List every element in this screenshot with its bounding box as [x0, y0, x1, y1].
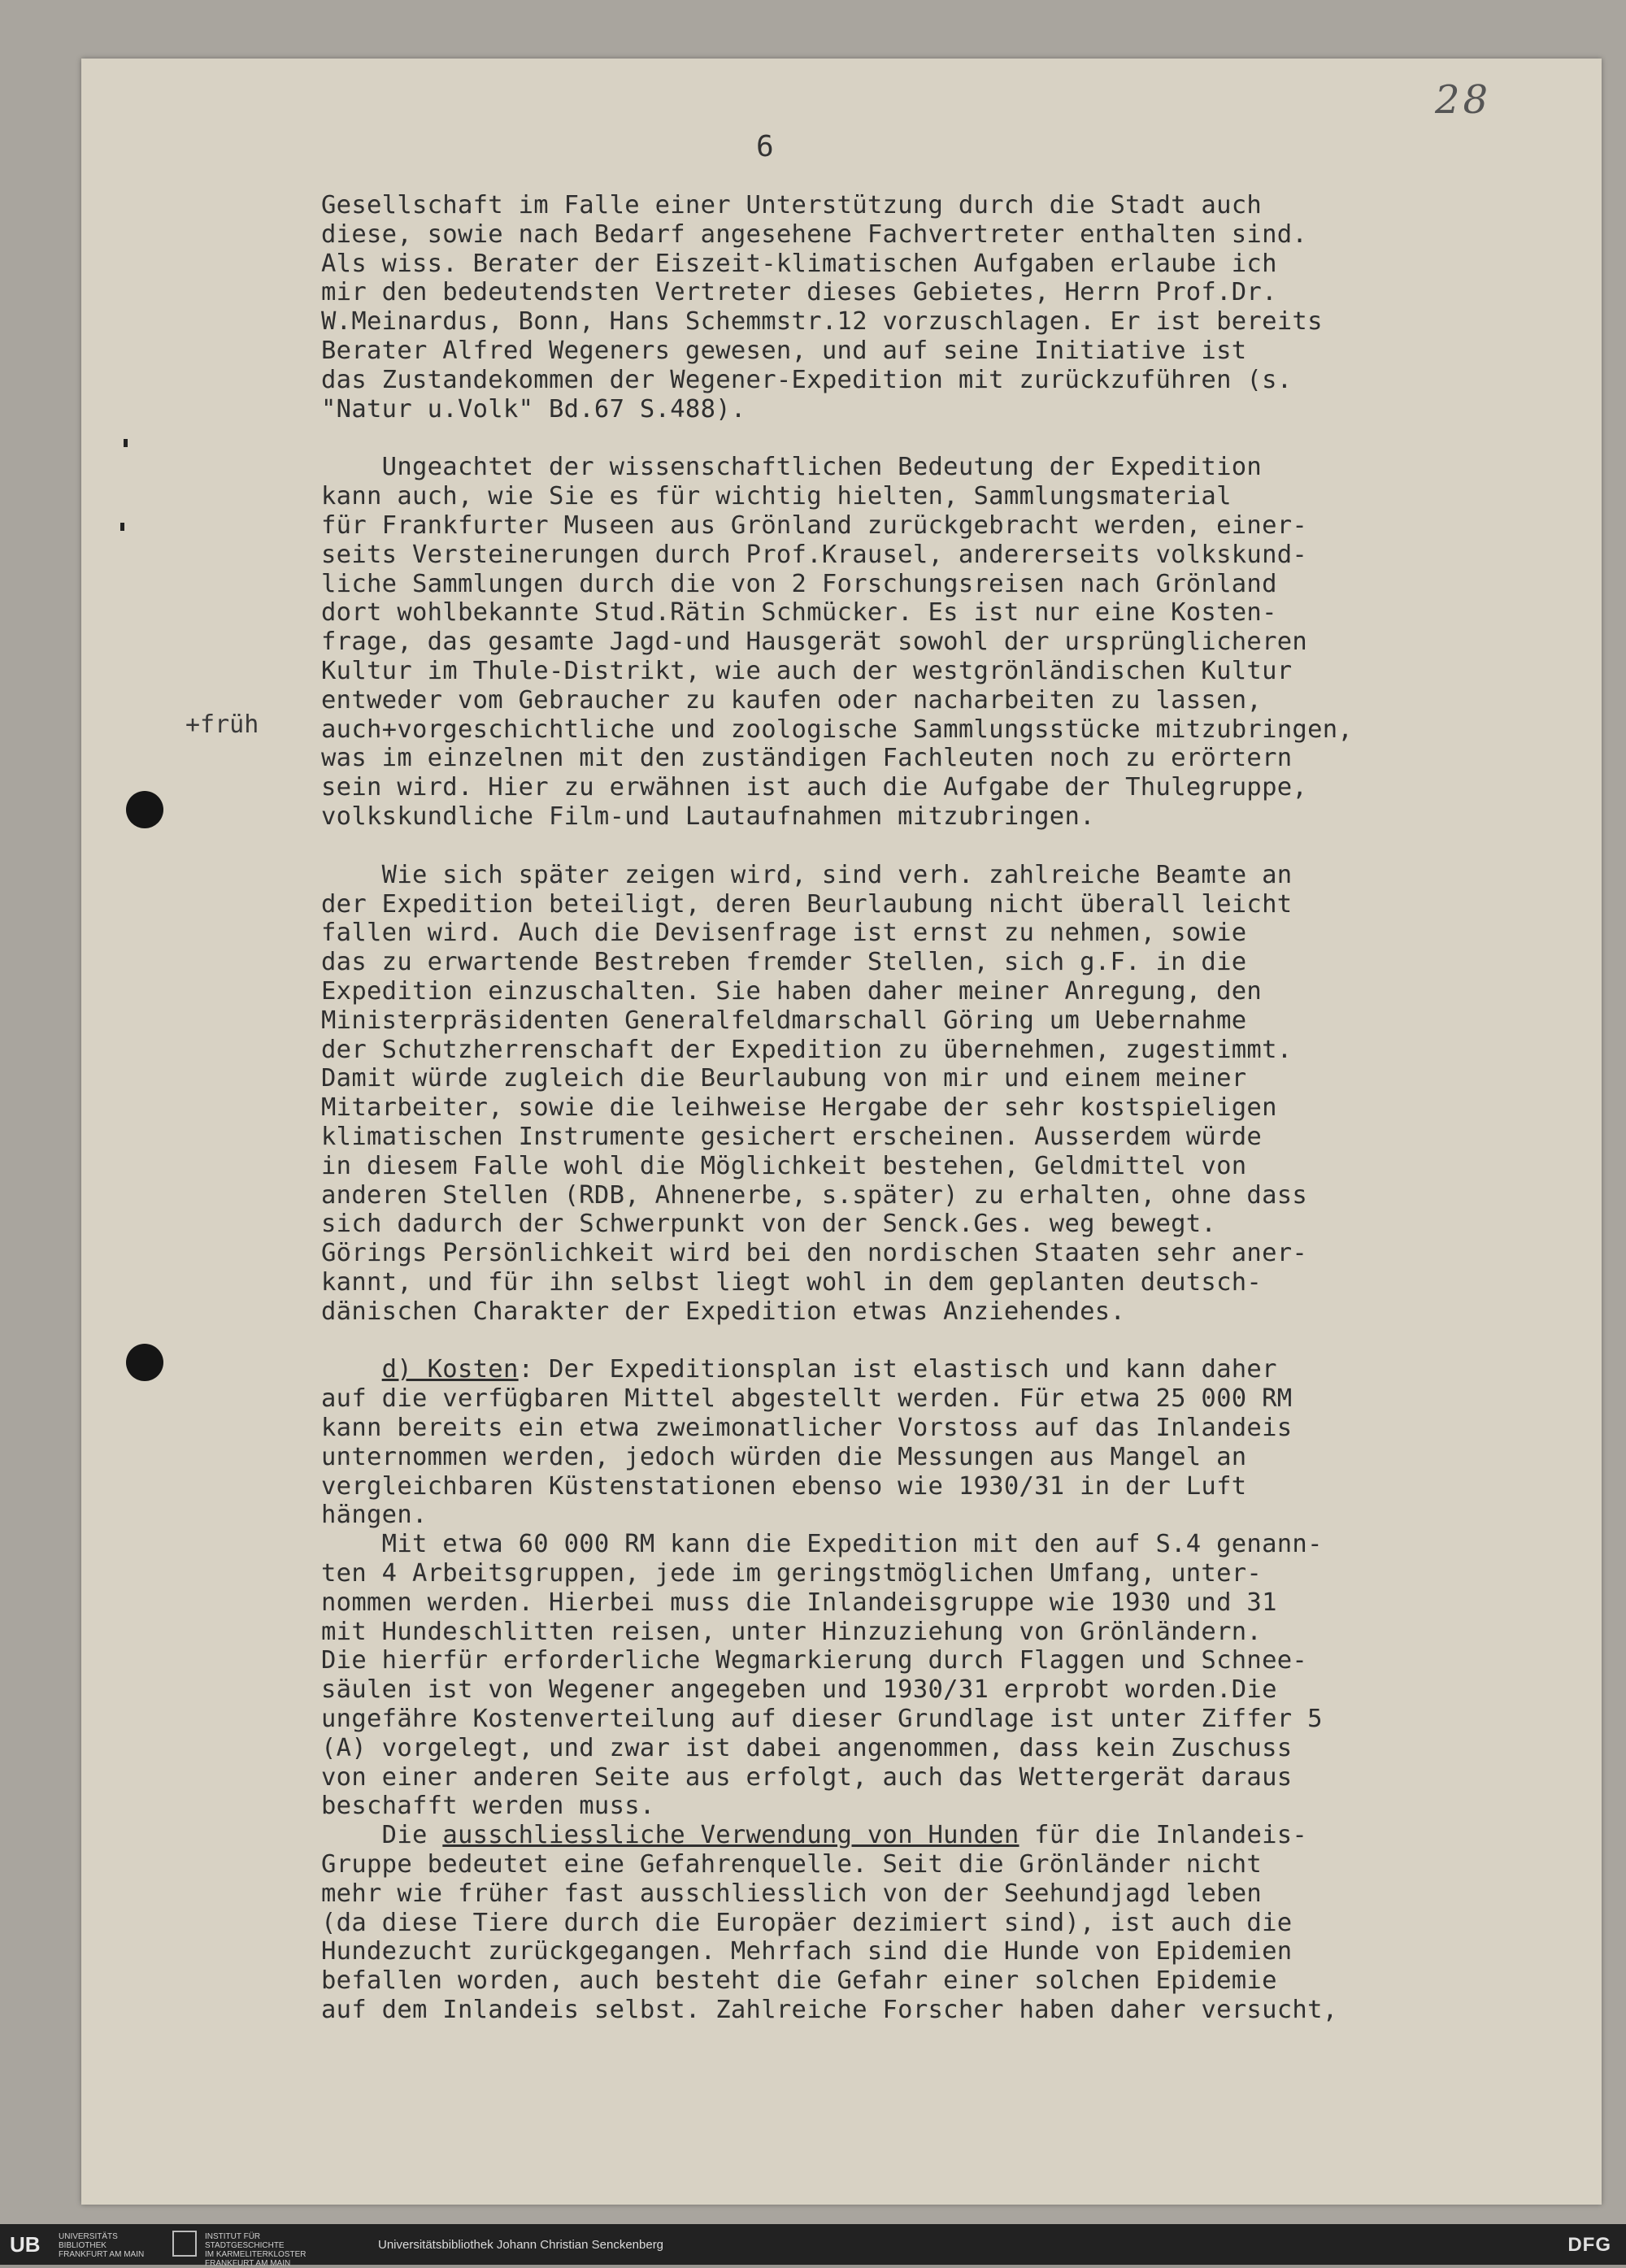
margin-mark	[124, 439, 128, 447]
costs-section	[321, 1355, 1541, 2024]
viewer-footer	[0, 2224, 1626, 2268]
paragraph: Ungeachtet der wissenschaftlichen Bedeutung der Expedition kann auch, wie Sie es für wichtig hielten, Sammlungsmaterial für Frankfurter Museen aus Grönland zurückgebracht werden, einer- seits Versteinerungen durch Prof.Krausel, andererseits volkskund- liche Sammlungen durch die von 2 Forschungsreisen nach Grönland dort wohlbekannte Stud.Rätin Schmücker. Es ist nur eine Kosten- frage, das gesamte Jagd-und Hausgerät sowohl der ursprünglicheren Kultur im Thule-Distrikt, wie auch der westgrönländischen Kultur entweder vom Gebraucher zu kaufen oder nacharbeiten zu lassen, auch+vorgeschichtliche und zoologische Sammlungsstücke mitzubringen, was im einzelnen mit den zuständigen Fachleuten noch zu erörtern sein wird. Hier zu erwähnen ist auch die Aufgabe der Thulegruppe, volkskundliche Film-und Lautaufnahmen mitzubringen.	[321, 453, 1354, 831]
costs-heading: d) Kosten	[381, 1355, 519, 1384]
dfg-logo: DFG	[1567, 2234, 1611, 2256]
library-name: Universitätsbibliothek Johann Christian Senckenberg	[378, 2238, 664, 2252]
punch-hole-top	[126, 791, 163, 828]
margin-mark	[120, 523, 124, 531]
paragraph: Gesellschaft im Falle einer Unterstützung durch die Stadt auch diese, sowie nach Bedarf angesehene Fachvertreter enthalten sind. Als wiss. Berater der Eiszeit-klimatischen Aufgaben erlaube ich mir den bedeutendsten Vertreter dieses Gebietes, Herrn Prof.Dr. W.Meinardus, Bonn, Hans Schemmstr.12 vorzuschlagen. Er ist bereits Berater Alfred Wegeners gewesen, und auf seine Initiative ist das Zustandekommen der Wegener-Expedition mit zurückzuführen (s. "Natur u.Volk" Bd.67 S.488).	[321, 191, 1323, 424]
folio-number: 28	[1435, 77, 1492, 123]
typewritten-body	[321, 191, 1541, 2025]
institute-logo-text: INSTITUT FÜR STADTGESCHICHTE IM KARMELITERKLOSTER FRANKFURT AM MAIN	[205, 2232, 307, 2268]
costs-text: : Der Expeditionsplan ist elastisch und kann daher auf die verfügbaren Mittel abgestellt werden. Für etwa 25 000 RM kann bereits ein etwa zweimonatlicher Vorstoss auf das Inlandeis unternommen werden, jedoch würden die Messungen aus Mangel an vergleichbaren Küstenstationen ebenso wie 1930/31 in der Luft hängen. Mit etwa 60 000 RM kann die Expedition mit den auf S.4 genann- ten 4 Arbeitsgruppen, jede im geringstmöglichen Umfang, unter- nommen werden. Hierbei muss die Inlandeisgruppe wie 1930 und 31 mit Hundeschlitten reisen, unter Hinzuziehung von Grönländern. Die hierfür erforderliche Wegmarkierung durch Flaggen und Schnee- säulen ist von Wegener angegeben und 1930/31 erprobt worden.Die ungefähre Kostenverteilung auf dieser Grundlage ist unter Ziffer 5 (A) vorgelegt, und zwar ist dabei angenommen, dass kein Zuschuss von einer anderen Seite aus erfolgt, auch das Wettergerät daraus beschafft werden muss. Die	[321, 1355, 1323, 1850]
institute-logo-icon	[172, 2231, 197, 2257]
underlined-phrase: ausschliessliche Verwendung von Hunden	[442, 1821, 1020, 1850]
ub-logo: UB	[10, 2232, 41, 2257]
punch-hole-bottom	[126, 1344, 163, 1381]
paragraph: Wie sich später zeigen wird, sind verh. zahlreiche Beamte an der Expedition beteiligt, deren Beurlaubung nicht überall leicht fallen wird. Auch die Devisenfrage ist ernst zu nehmen, sowie das zu erwartende Bestreben fremder Stellen, sich g.F. in die Expedition einzuschalten. Sie haben daher meiner Anregung, den Ministerpräsidenten Generalfeldmarschall Göring um Uebernahme der Schutzherrenschaft der Expedition zu übernehmen, zugestimmt. Damit würde zugleich die Beurlaubung von mir und einem meiner Mitarbeiter, sowie die leihweise Hergabe der sehr kostspieligen klimatischen Instrumente gesichert erscheinen. Ausserdem würde in diesem Falle wohl die Möglichkeit bestehen, Geldmittel von anderen Stellen (RDB, Ahnenerbe, s.später) zu erhalten, ohne dass sich dadurch der Schwerpunkt von der Senck.Ges. weg bewegt. Görings Persönlichkeit wird bei den nordischen Staaten sehr aner- kannt, und für ihn selbst liegt wohl in dem geplanten deutsch- dänischen Charakter der Expedition etwas Anziehendes.	[321, 860, 1308, 1326]
margin-note: +früh	[185, 710, 259, 739]
costs-text-tail: für die Inlandeis- Gruppe bedeutet eine Gefahrenquelle. Seit die Grönländer nicht mehr wie früher fast ausschliesslich von der Seehundjagd leben (da diese Tiere durch die Europäer dezimiert sind), ist auch die Hundezucht zurückgegangen. Mehrfach sind die Hunde von Epidemien befallen worden, auch besteht die Gefahr einer solchen Epidemie auf dem Inlandeis selbst. Zahlreiche Forscher haben daher versucht,	[321, 1821, 1338, 2025]
page-number: 6	[756, 130, 774, 163]
ub-logo-text: UNIVERSITÄTS BIBLIOTHEK FRANKFURT AM MAIN	[59, 2232, 145, 2259]
